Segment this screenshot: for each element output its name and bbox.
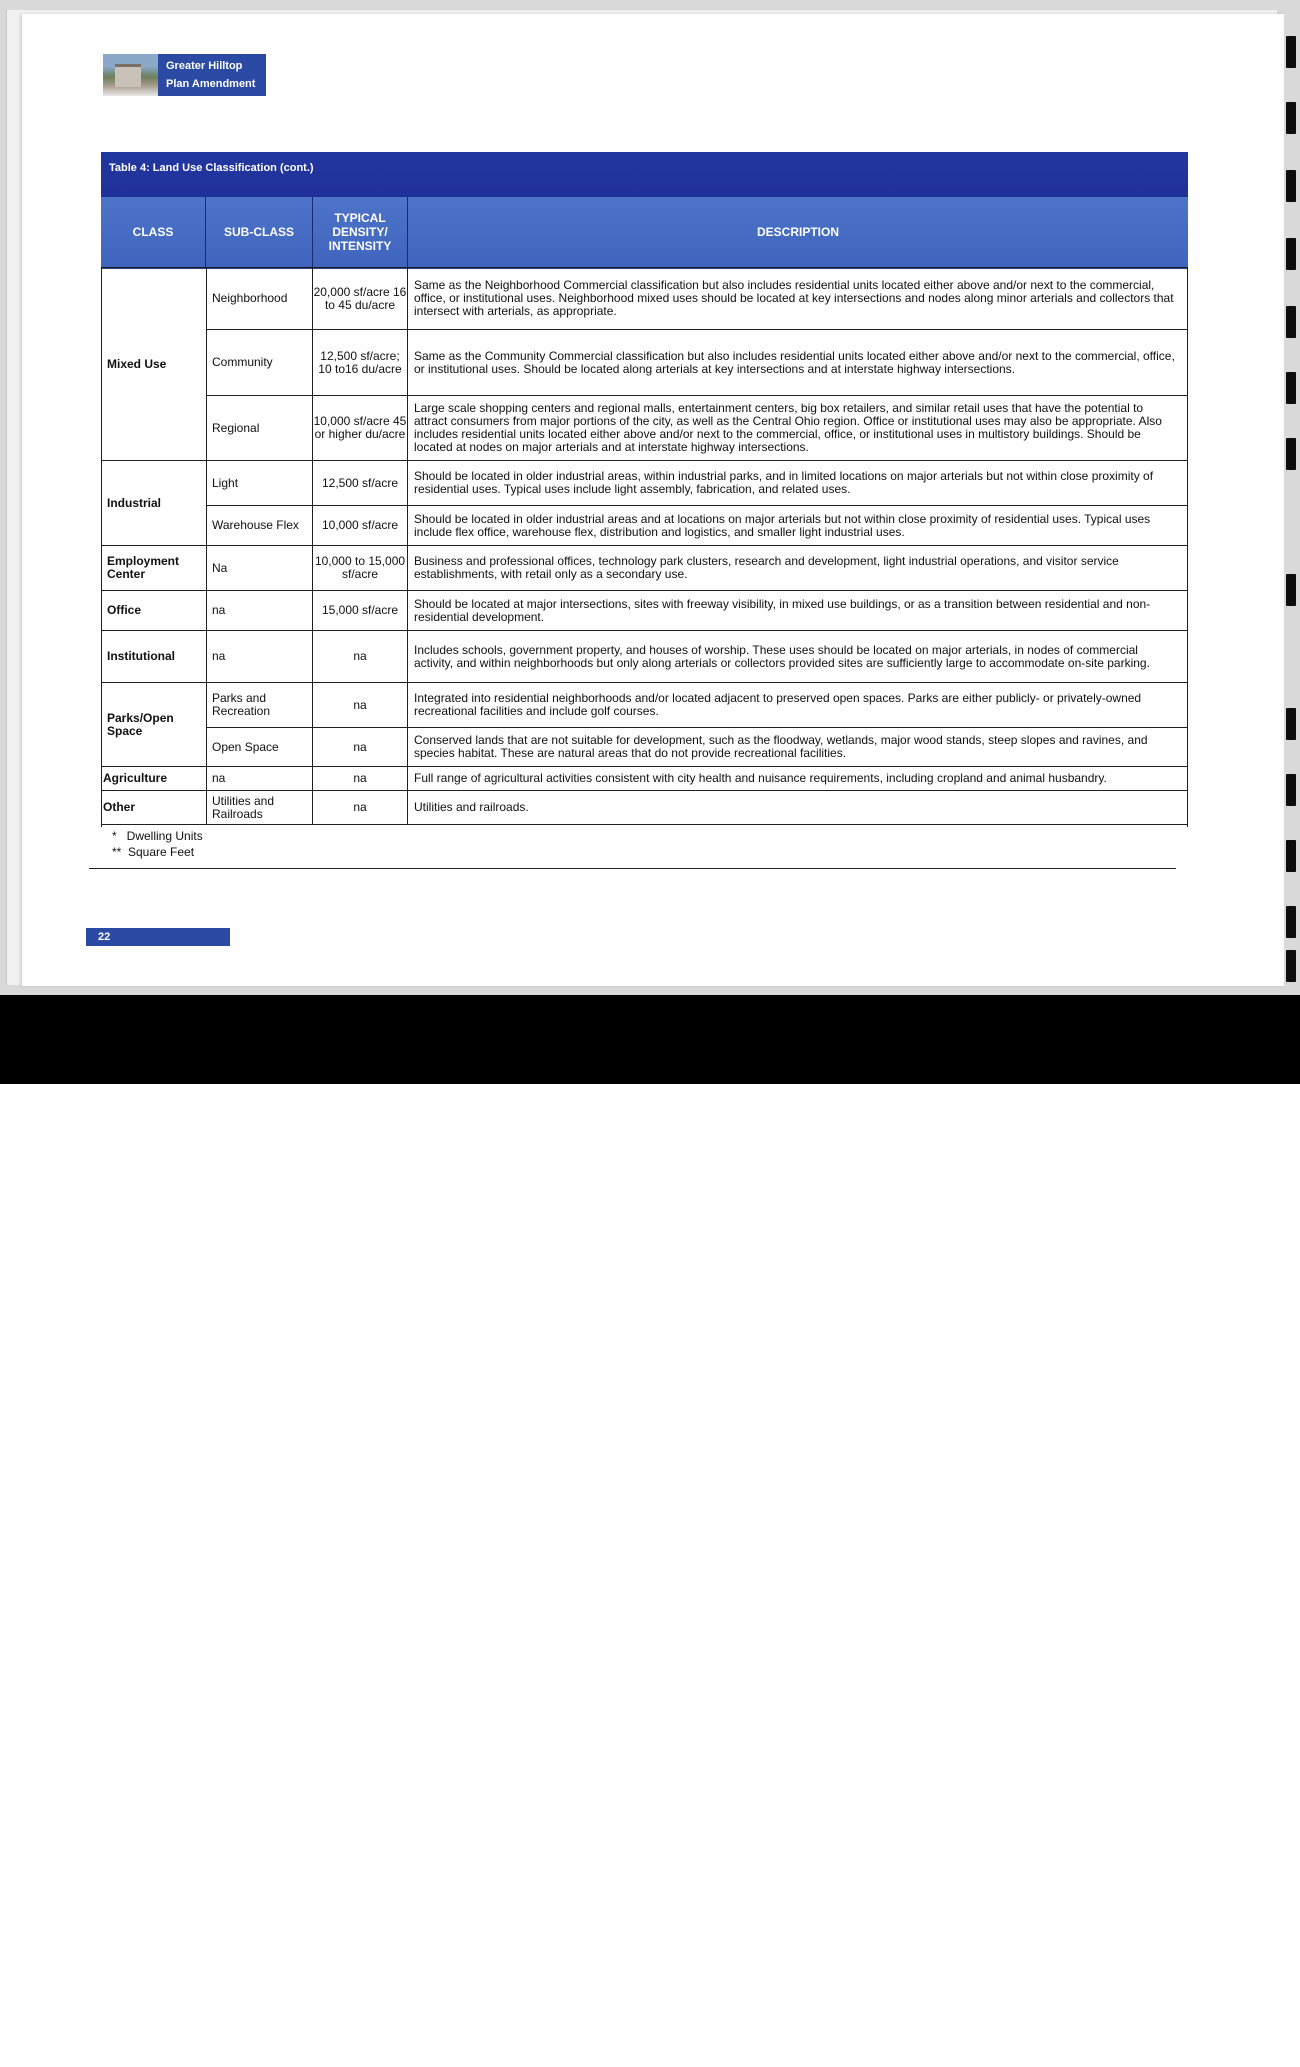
footnote-square-feet: ** Square Feet: [112, 845, 195, 859]
density-cell: na: [353, 739, 367, 754]
page-number: 22: [86, 928, 230, 946]
table-title: Table 4: Land Use Classification (cont.): [109, 162, 314, 174]
description-cell: Should be located in older industrial areas and at locations on major arterials but not within close proximity of residential uses. Typical uses include flex office, warehouse flex, distribution and logistics, and smaller light industrial uses.: [414, 511, 1151, 539]
description-cell: Large scale shopping centers and regional malls, entertainment centers, big box retailers, and similar retail uses that have the potential to attract consumers from major portions of the city, as well as the Central Ohio region. Office or institutional uses may also be appropriate. Also includes residential units located either above and/or next to the commercial, office, or institutional uses in multistory buildings. Should be located at nodes on major arterials and at interstate highway intersections.: [414, 401, 1162, 454]
density-cell: na: [353, 800, 367, 814]
footnote-dwelling-units: * Dwelling Units: [112, 829, 203, 843]
description-cell: Same as the Neighborhood Commercial classification but also includes residential units located either above and/or next to the commercial, office, or institutional uses. Neighborhood mixed uses should be located at key intersections and nodes along minor arterials and collectors that intersect with arterials, as appropriate.: [414, 278, 1174, 318]
density-cell: 12,500 sf/acre: [321, 475, 399, 490]
stock-logo: alamy: [40, 2006, 166, 2058]
subclass-cell: Na: [212, 560, 228, 575]
density-cell: na: [353, 649, 367, 663]
neighborhood-photo: [103, 54, 158, 96]
stock-url: www.alamy.com: [1079, 2041, 1248, 2066]
header-title-line2: Plan Amendment: [166, 78, 256, 90]
class-parks-open-space: Parks/Open Space: [107, 710, 174, 738]
scanned-page: [0, 0, 1300, 995]
subclass-cell: Regional: [212, 420, 260, 435]
report-header-badge: [103, 54, 266, 96]
subclass-cell: Warehouse Flex: [212, 518, 299, 532]
column-header-class: CLASS: [101, 197, 206, 267]
subclass-cell: na: [212, 771, 226, 785]
subclass-cell: Utilities and Railroads: [212, 793, 275, 821]
column-header-density: TYPICAL DENSITY/ INTENSITY: [313, 197, 408, 267]
description-cell: Utilities and railroads.: [414, 800, 529, 814]
class-other: Other: [103, 800, 136, 814]
density-cell: na: [353, 771, 367, 785]
description-cell: Conserved lands that are not suitable for development, such as the floodway, wetlands, major wood stands, steep slopes and ravines, and species habitat. These are natural areas that do not provide recreational facilities.: [414, 733, 1148, 760]
density-cell: 10,000 sf/acre: [321, 518, 399, 532]
density-cell: 10,000 sf/acre 45 or higher du/acre: [313, 414, 407, 441]
description-cell: Same as the Community Commercial classification but also includes residential units located either above and/or next to the commercial, office, or institutional uses. Should be located along arterials at key intersections and at interstate highway intersections.: [414, 348, 1175, 376]
subclass-cell: Light: [212, 475, 239, 490]
density-cell: na: [353, 697, 367, 712]
description-cell: Business and professional offices, technology park clusters, research and development, light industrial operations, and visitor service establishments, with retail only as a secondary use.: [414, 554, 1119, 581]
class-industrial: Industrial: [107, 495, 162, 510]
density-cell: 20,000 sf/acre 16 to 45 du/acre: [313, 284, 407, 312]
density-cell: 15,000 sf/acre: [321, 603, 399, 617]
class-institutional: Institutional: [107, 649, 175, 663]
description-cell: Integrated into residential neighborhoods and/or located adjacent to preserved open spaces. Parks are either publicly- or privately-owned recreational facilities and include golf courses.: [414, 691, 1142, 718]
class-office: Office: [107, 603, 142, 617]
stock-image-code: 3BGR0XJ: [1147, 2007, 1248, 2032]
watermark-footer: [0, 995, 1300, 2066]
header-title-line1: Greater Hilltop: [166, 60, 243, 72]
class-mixed-use: Mixed Use: [107, 356, 167, 371]
subclass-cell: Community: [212, 355, 273, 369]
column-header-description: DESCRIPTION: [756, 225, 839, 239]
description-cell: Should be located in older industrial areas, within industrial parks, and in limited locations on major arterials but not within close proximity of residential uses. Typical uses include light assembly, fabrication, and related uses.: [414, 469, 1154, 496]
table-footnotes: [112, 828, 203, 860]
subclass-cell: Neighborhood: [212, 291, 288, 305]
description-cell: Should be located at major intersections, sites with freeway visibility, in mixed use buildings, or as a transition between residential and non-residential development.: [414, 596, 1151, 624]
class-employment-center: Employment Center: [107, 554, 180, 581]
subclass-cell: na: [212, 603, 226, 617]
description-cell: Includes schools, government property, and houses of worship. These uses should be located on major arterials, in nodes of commercial activity, and within neighborhoods but only along arterials or collectors provided sites are sufficiently large to accommodate on-site parking.: [414, 642, 1150, 670]
subclass-cell: Parks and Recreation: [212, 691, 271, 718]
class-agriculture: Agriculture: [103, 771, 168, 785]
subclass-cell: na: [212, 649, 226, 663]
density-cell: 12,500 sf/acre; 10 to16 du/acre: [318, 348, 402, 376]
description-cell: Full range of agricultural activities consistent with city health and nuisance requirements, including cropland and animal husbandry.: [414, 771, 1107, 785]
column-header-subclass: SUB-CLASS: [206, 197, 313, 267]
subclass-cell: Open Space: [212, 739, 279, 754]
density-cell: 10,000 to 15,000 sf/acre: [314, 554, 406, 581]
table-header-row: [101, 197, 1188, 269]
spiral-binding: [1284, 30, 1298, 990]
